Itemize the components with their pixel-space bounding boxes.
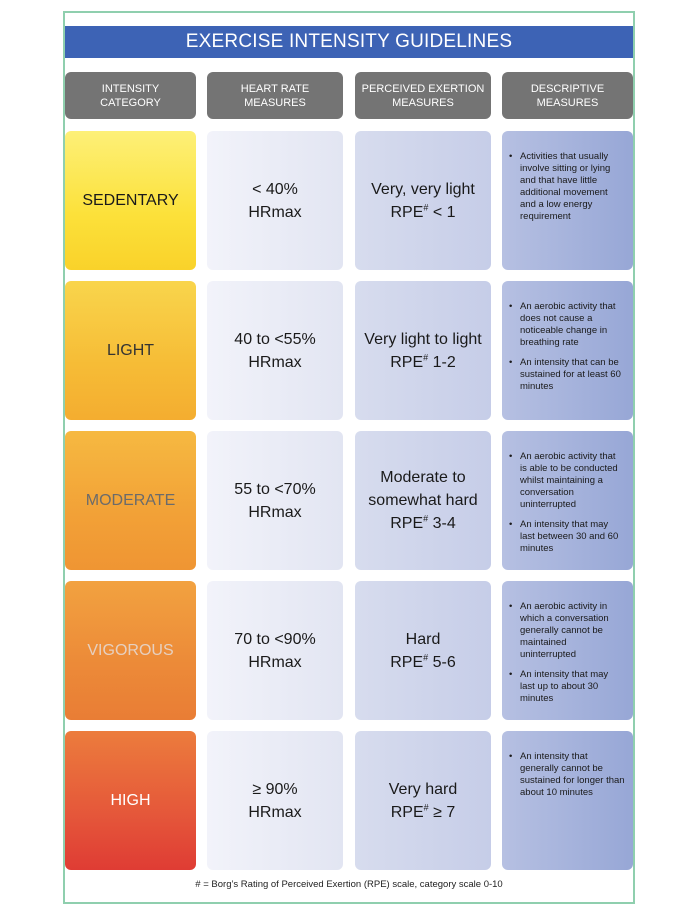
heart-rate-measure	[207, 731, 343, 870]
perceived-exertion-measure	[355, 281, 491, 420]
rpe-value: ≥ 7	[428, 803, 456, 821]
descriptive-measures	[502, 131, 633, 270]
rpe-footnote-mark: #	[423, 513, 429, 524]
bullet-icon: •	[509, 151, 513, 162]
exertion-label: Very light to light	[364, 330, 482, 348]
bullet-icon: •	[509, 669, 513, 680]
rpe-value: 3-4	[428, 515, 456, 532]
description-text: An intensity that may last between 30 and 60 minutes	[520, 519, 619, 554]
bullet-icon: •	[509, 601, 513, 612]
heart-rate-measure	[207, 131, 343, 270]
descriptive-measures	[502, 731, 633, 870]
description-text: An intensity that can be sustained for at least 60 minutes	[520, 357, 621, 392]
heart-rate-value: 70 to <90%	[234, 630, 316, 648]
intensity-category: VIGOROUS	[65, 581, 196, 720]
rpe-prefix: RPE	[390, 353, 424, 371]
column-header: INTENSITY CATEGORY	[65, 72, 196, 119]
description-text: An aerobic activity in which a conversation generally cannot be maintained uninterrupted	[520, 601, 609, 660]
intensity-category: SEDENTARY	[65, 131, 196, 270]
rpe-prefix: RPE	[390, 653, 424, 671]
rpe-scale	[368, 512, 477, 535]
description-item	[508, 519, 625, 555]
heart-rate-measure	[207, 431, 343, 570]
intensity-category: LIGHT	[65, 281, 196, 420]
rpe-prefix: RPE	[390, 515, 424, 532]
rpe-scale	[364, 351, 481, 374]
heart-rate-unit: HRmax	[248, 653, 302, 671]
heart-rate-unit: HRmax	[248, 203, 302, 221]
exertion-label: Very hard	[388, 780, 458, 798]
perceived-exertion-measure	[355, 431, 491, 570]
bullet-icon: •	[509, 357, 513, 368]
column-header: PERCEIVED EXERTION MEASURES	[355, 72, 491, 119]
description-text: An intensity that may last up to about 30 minutes	[520, 669, 609, 704]
heart-rate-value: < 40%	[252, 180, 298, 198]
exertion-label: Hard	[405, 630, 441, 648]
bullet-icon: •	[509, 751, 513, 762]
perceived-exertion-measure	[355, 731, 491, 870]
description-text: Activities that usually involve sitting or lying and that have little additional movement and a low energy requirement	[520, 151, 611, 222]
rpe-value: 1-2	[428, 353, 456, 371]
description-text: An intensity that generally cannot be sustained for longer than about 10 minutes	[520, 751, 625, 798]
descriptive-measures	[502, 581, 633, 720]
description-item	[508, 601, 625, 661]
exertion-label: Very, very light	[371, 180, 475, 198]
bullet-icon: •	[509, 301, 513, 312]
heart-rate-measure	[207, 581, 343, 720]
exertion-label: Moderate to	[380, 469, 466, 486]
description-item	[508, 357, 625, 393]
rpe-value: 5-6	[428, 653, 456, 671]
bullet-icon: •	[509, 451, 513, 462]
heart-rate-value: 55 to <70%	[234, 480, 316, 498]
perceived-exertion-measure	[355, 581, 491, 720]
perceived-exertion-measure	[355, 131, 491, 270]
rpe-scale	[390, 651, 456, 674]
description-item	[508, 669, 625, 705]
heart-rate-value: 40 to <55%	[234, 330, 316, 348]
heart-rate-unit: HRmax	[248, 803, 302, 821]
page-title: EXERCISE INTENSITY GUIDELINES	[65, 26, 633, 58]
exertion-label: somewhat hard	[368, 492, 478, 509]
intensity-category: HIGH	[65, 731, 196, 870]
rpe-footnote-mark: #	[423, 202, 429, 213]
descriptive-measures	[502, 431, 633, 570]
description-item	[508, 151, 625, 223]
description-item	[508, 301, 625, 349]
heart-rate-unit: HRmax	[248, 353, 302, 371]
description-text: An aerobic activity that does not cause a noticeable change in breathing rate	[520, 301, 616, 348]
description-text: An aerobic activity that is able to be conducted whilst maintaining a conversation uninterrupted	[520, 451, 618, 510]
rpe-footnote-mark: #	[423, 652, 429, 663]
heart-rate-value: ≥ 90%	[252, 780, 298, 798]
descriptive-measures	[502, 281, 633, 420]
bullet-icon: •	[509, 519, 513, 530]
rpe-footnote-mark: #	[423, 352, 429, 363]
column-header: DESCRIPTIVE MEASURES	[502, 72, 633, 119]
heart-rate-measure	[207, 281, 343, 420]
description-item	[508, 751, 625, 799]
rpe-scale	[371, 201, 475, 224]
rpe-prefix: RPE	[390, 203, 424, 221]
description-item	[508, 451, 625, 511]
heart-rate-unit: HRmax	[248, 503, 302, 521]
footnote: # = Borg’s Rating of Perceived Exertion (RPE) scale, category scale 0-10	[195, 879, 503, 890]
intensity-category: MODERATE	[65, 431, 196, 570]
rpe-prefix: RPE	[390, 803, 424, 821]
rpe-scale	[389, 801, 457, 824]
column-header: HEART RATE MEASURES	[207, 72, 343, 119]
rpe-footnote-mark: #	[423, 802, 429, 813]
rpe-value: < 1	[428, 203, 456, 221]
